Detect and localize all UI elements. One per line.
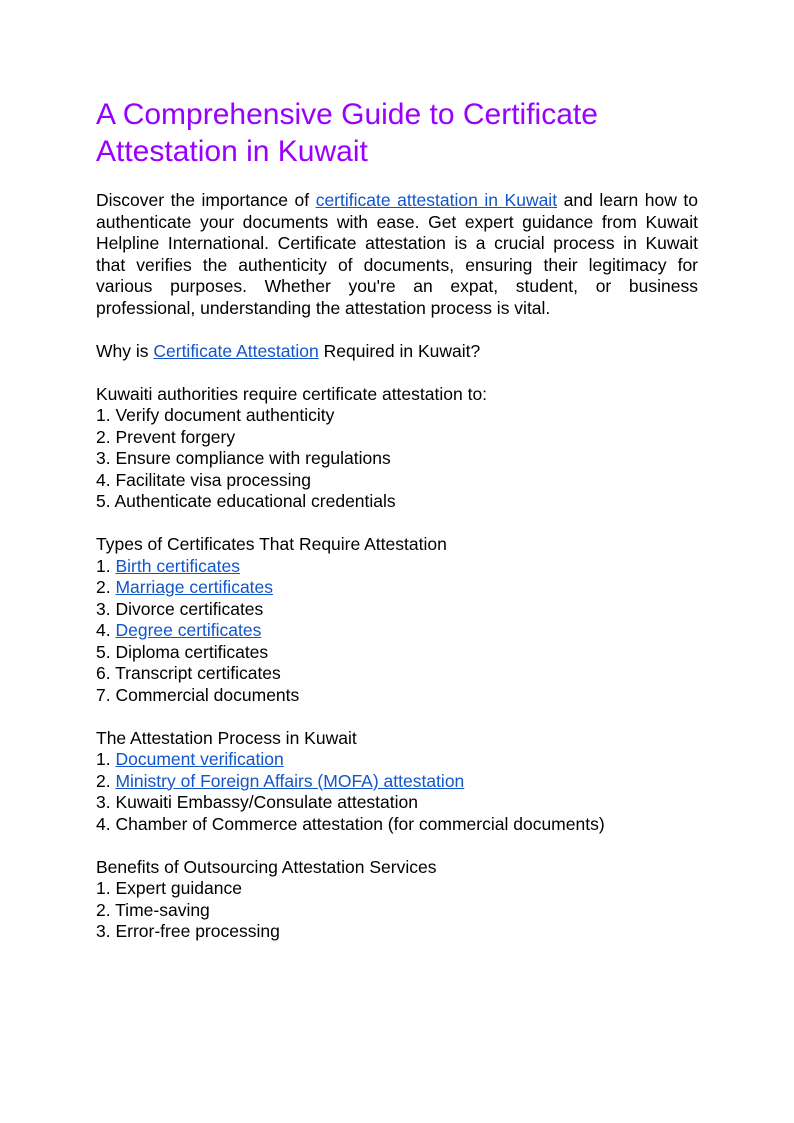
reason-text: Authenticate educational credentials [114,491,396,511]
reasons-list [96,405,698,513]
reason-text: Ensure compliance with regulations [115,448,391,468]
list-item: 1. Birth certificates [96,555,240,576]
reason-text: Verify document authenticity [115,405,335,425]
list-item: 4. Degree certificates [96,620,262,640]
types-list [96,556,698,707]
benefits-list [96,878,698,943]
list-item: 6. Transcript certificates [96,663,281,683]
list-item: 2. Marriage certificates [96,577,274,597]
why-heading [96,341,698,363]
list-item: 1. Expert guidance [96,878,242,898]
authorities-intro: Kuwaiti authorities require certificate attestation to: [96,383,488,404]
process-text: Chamber of Commerce attestation (for commercial documents) [115,813,605,834]
intro-text-after: and learn how to authenticate your documents with ease. Get expert guidance from Kuwait Helpline International. Certificate attestation is a crucial process in Kuwait that verifies the authenticity of documents, ensuring their legitimacy for various purposes. Whether you're an expat, student, or business professional, understanding the attestation process is vital. [96,190,698,318]
types-heading: Types of Certificates That Require Attestation [96,534,447,554]
benefit-text: Expert guidance [115,878,242,898]
mofa-attestation-link[interactable]: Ministry of Foreign Affairs (MOFA) attestation [115,770,465,791]
list-item: 4. Chamber of Commerce attestation (for commercial documents) [96,813,605,834]
list-item: 5. Diploma certificates [96,641,269,662]
reason-text: Prevent forgery [115,426,236,447]
benefit-text: Time-saving [115,899,210,920]
list-item: 1. Document verification [96,749,284,769]
process-text: Kuwaiti Embassy/Consulate attestation [115,792,418,812]
list-item: 3. Divorce certificates [96,598,264,619]
certificate-attestation-kuwait-link[interactable]: certificate attestation in Kuwait [315,190,558,210]
process-heading: The Attestation Process in Kuwait [96,727,357,748]
intro-paragraph [96,190,698,319]
list-item: 5. Authenticate educational credentials [96,491,396,511]
process-list [96,749,698,835]
type-text: Diploma certificates [115,641,269,662]
type-text: Divorce certificates [115,598,264,619]
document-page [96,96,698,943]
list-item: 3. Error-free processing [96,921,280,941]
certificate-attestation-link[interactable]: Certificate Attestation [153,340,319,361]
list-item: 3. Kuwaiti Embassy/Consulate attestation [96,792,418,812]
benefits-heading: Benefits of Outsourcing Attestation Services [96,856,437,877]
why-text-before: Why is [96,340,154,361]
list-item: 4. Facilitate visa processing [96,469,311,490]
list-item: 1. Verify document authenticity [96,405,335,425]
list-item: 3. Ensure compliance with regulations [96,448,391,468]
reason-text: Facilitate visa processing [115,469,311,490]
degree-certificates-link[interactable]: Degree certificates [115,620,262,640]
document-verification-link[interactable]: Document verification [115,749,284,769]
marriage-certificates-link[interactable]: Marriage certificates [115,577,274,597]
why-text-after: Required in Kuwait? [318,340,481,361]
list-item: 2. Ministry of Foreign Affairs (MOFA) attestation [96,770,465,791]
birth-certificates-link[interactable]: Birth certificates [115,555,240,576]
list-item: 2. Time-saving [96,899,210,920]
page-title: A Comprehensive Guide to Certificate Attestation in Kuwait [96,98,598,168]
type-text: Commercial documents [115,684,300,705]
intro-text-before: Discover the importance of [96,190,316,210]
list-item: 2. Prevent forgery [96,426,236,447]
benefit-text: Error-free processing [115,921,280,941]
list-item: 7. Commercial documents [96,684,300,705]
type-text: Transcript certificates [115,663,281,683]
